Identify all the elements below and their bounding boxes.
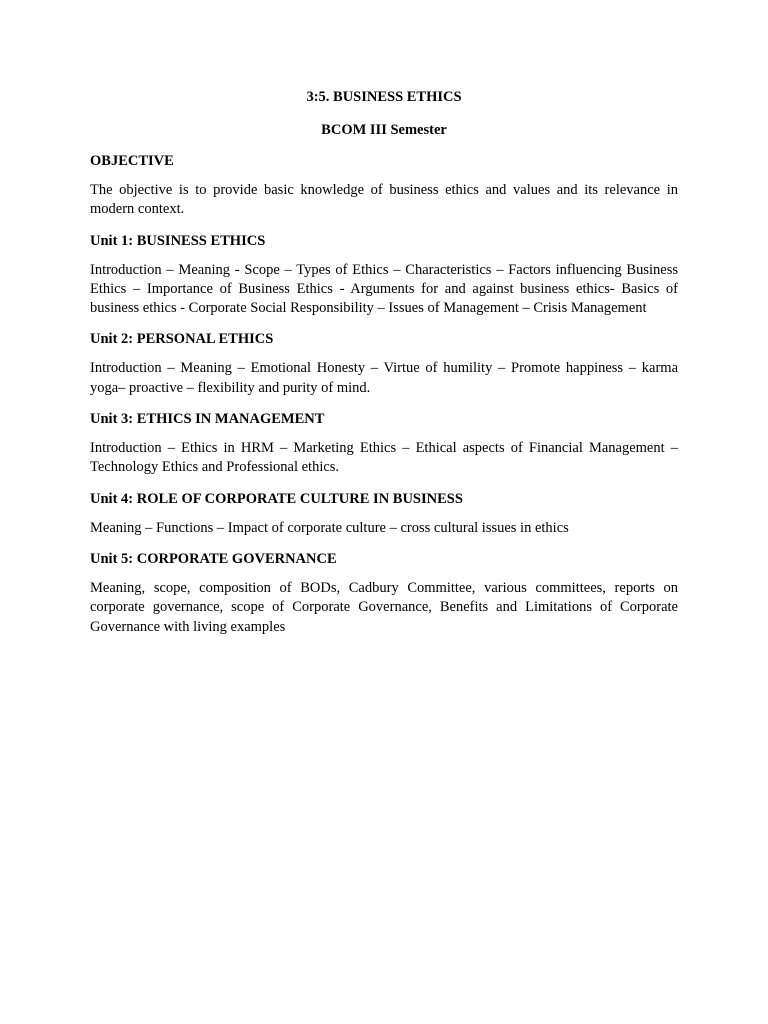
unit-5-text: Meaning, scope, composition of BODs, Cadbury Committee, various committees, reports on corporate governance, scope of Corporate Governance, Benefits and Limitations of Corporate Governance with living examples bbox=[90, 579, 678, 635]
document-subtitle: BCOM III Semester bbox=[321, 122, 447, 138]
objective-heading: OBJECTIVE bbox=[90, 153, 174, 169]
unit-3-text: Introduction – Ethics in HRM – Marketing Ethics – Ethical aspects of Financial Management – Technology Ethics and Professional ethics. bbox=[90, 440, 678, 476]
unit-3-heading: Unit 3: ETHICS IN MANAGEMENT bbox=[90, 411, 325, 428]
unit-4-heading: Unit 4: ROLE OF CORPORATE CULTURE IN BUSINESS bbox=[90, 490, 463, 507]
objective-text: The objective is to provide basic knowledge of business ethics and values and its relevance in modern context. bbox=[90, 182, 678, 218]
unit-5-heading: Unit 5: CORPORATE GOVERNANCE bbox=[90, 550, 337, 567]
document-title: 3:5. BUSINESS ETHICS bbox=[306, 89, 462, 105]
unit-1-heading: Unit 1: BUSINESS ETHICS bbox=[90, 232, 266, 249]
unit-1-text: Introduction – Meaning - Scope – Types of Ethics – Characteristics – Factors influencing Business Ethics – Importance of Business Ethics - Arguments for and against business ethics- Basics of business ethics - Corporate Social Responsibility – Issues of Management – Crisis Management bbox=[90, 261, 678, 317]
unit-4-text: Meaning – Functions – Impact of corporate culture – cross cultural issues in ethics bbox=[90, 519, 569, 536]
unit-2-heading: Unit 2: PERSONAL ETHICS bbox=[90, 331, 274, 348]
document-page bbox=[90, 88, 678, 637]
unit-2-text: Introduction – Meaning – Emotional Honesty – Virtue of humility – Promote happiness – karma yoga– proactive – flexibility and purity of mind. bbox=[90, 360, 678, 396]
